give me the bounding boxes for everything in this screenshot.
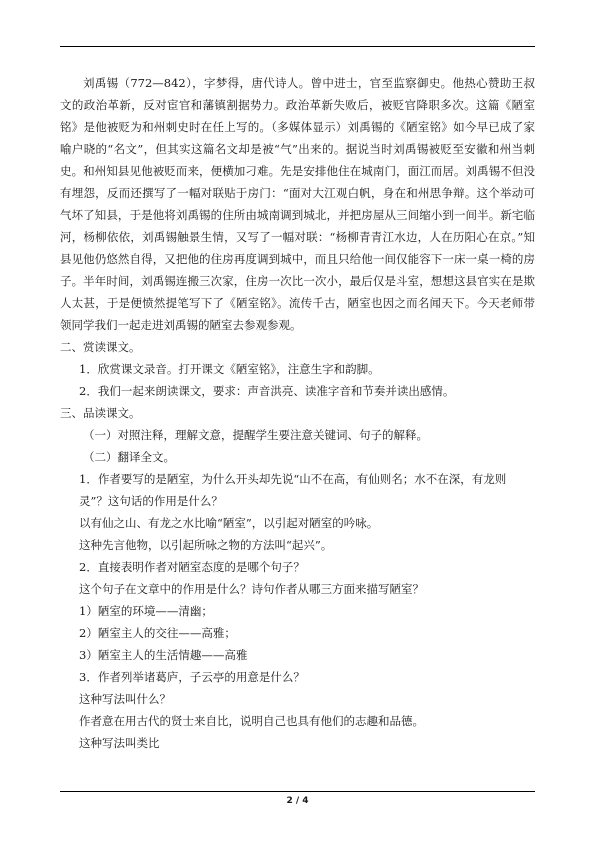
list-item: 1．欣赏课文录音。打开课文《陋室铭》，注意生字和韵脚。 xyxy=(79,362,380,376)
subheading: （一）对照注释，理解文意，提醒学生要注意关键词、句子的解释。 xyxy=(83,428,428,442)
question: 3．作者列举诸葛庐，子云亭的用意是什么？ xyxy=(79,670,305,684)
subheading: （二）翻译全文。 xyxy=(83,450,175,464)
section-heading-appreciate: 二、赏读课文。 xyxy=(60,340,141,354)
document-body xyxy=(60,72,535,754)
answer: 以有仙之山、有龙之水比喻“陋室”，以引起对陋室的吟咏。 xyxy=(79,516,379,530)
footer-rule xyxy=(60,791,535,792)
question: 1．作者要写的是陋室，为什么开头却先说“山不在高，有仙则名；水不在深，有龙则灵”？这句话的作用是什么？ xyxy=(79,472,507,508)
header-rule xyxy=(60,46,535,47)
page-number: 2 / 4 xyxy=(286,796,309,806)
question: 这个句子在文章中的作用是什么？诗句作者从哪三方面来描写陋室？ xyxy=(79,582,424,596)
answer: 作者意在用古代的贤士来自比，说明自己也具有他们的志趣和品德。 xyxy=(79,714,424,728)
question: 这种写法叫什么？ xyxy=(79,692,171,706)
answer-list-item: 2）陋室主人的交往——高雅； xyxy=(79,626,236,640)
list-item: 2．我们一起来朗读课文，要求：声音洪亮、读准字音和节奏并读出感情。 xyxy=(79,384,455,398)
answer-list-item: 3）陋室主人的生活情趣——高雅 xyxy=(79,648,248,662)
section-heading-analyze: 三、品读课文。 xyxy=(60,406,141,420)
answer-list-item: 1）陋室的环境——清幽； xyxy=(79,604,213,618)
intro-paragraph: 刘禹锡（772—842），字梦得，唐代诗人。曾中进士，官至监察御史。他热心赞助王叔文的政治革新，反对宦官和藩镇割据势力。政治革新失败后，被贬官降职多次。这篇《陋室铭》是他被贬为和州刺史时在任上写的。（多媒体显示）刘禹锡的《陋室铭》如今早已成了家喻户晓的“名文”，但其实这篇名文却是被“气”出来的。据说当时刘禹锡被贬至安徽和州当刺史。和州知县见他被贬而来，便横加刁难。先是安排他住在城南门，面江而居。刘禹锡不但没有埋怨，反而还撰写了一幅对联贴于房门：“面对大江观白帆，身在和州思争辩。这个举动可气坏了知县，于是他将刘禹锡的住所由城南调到城北，并把房屋从三间缩小到一间半。新宅临河，杨柳依依，刘禹锡触景生情，又写了一幅对联：“杨柳青青江水边，人在历阳心在京。”知县见他仍悠然自得，又把他的住房再度调到城中，而且只给他一间仅能容下一床一桌一椅的房子。半年时间，刘禹锡连搬三次家，住房一次比一次小，最后仅是斗室，想想这县官实在是欺人太甚，于是便愤然提笔写下了《陋室铭》。流传千古，陋室也因之而名闻天下。今天老师带领同学我们一起走进刘禹锡的陋室去参观参观。 xyxy=(60,76,535,332)
answer: 这种先言他物，以引起所咏之物的方法叫“起兴”。 xyxy=(79,538,333,552)
answer: 这种写法叫类比 xyxy=(79,736,160,750)
question: 2．直接表明作者对陋室态度的是哪个句子？ xyxy=(79,560,305,574)
